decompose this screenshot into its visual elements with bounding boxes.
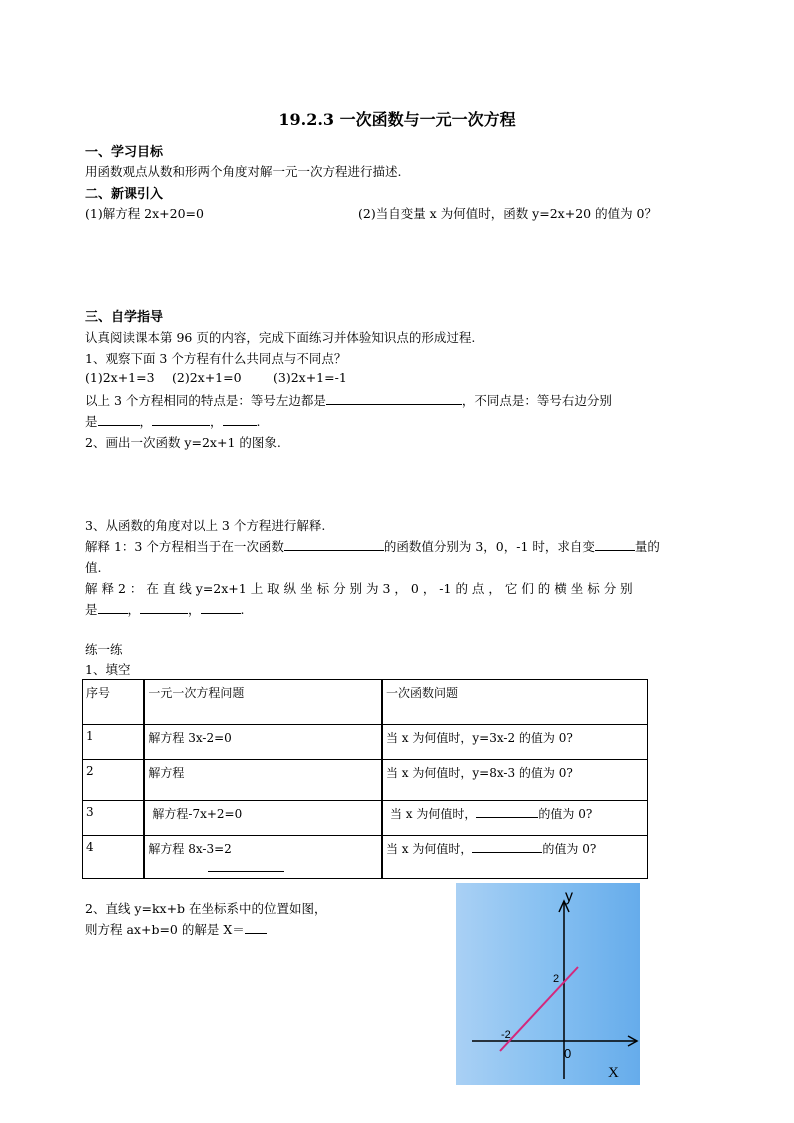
practice-heading: 练一练	[85, 642, 123, 657]
answer-blank-x-3[interactable]	[201, 601, 241, 614]
row-equation: 解方程 3x-2=0	[144, 725, 382, 760]
header-number: 序号	[83, 680, 145, 725]
row-function-text-a: 当 x 为何值时，	[389, 807, 477, 821]
separator: ，	[127, 602, 141, 617]
coordinate-plot	[456, 883, 640, 1085]
row-number: 3	[83, 801, 145, 836]
answer-blank-table-3[interactable]	[476, 805, 538, 818]
x-intercept-label: -2	[501, 1029, 511, 1041]
row-number: 4	[83, 836, 145, 879]
answer-blank-common[interactable]	[326, 392, 462, 405]
explanation-2: 解 释 2 ： 在 直 线 y=2x+1 上 取 纵 坐 标 分 别 为 3 ， 0 ， -1 的 点 ， 它 们 的 横 坐 标 分 别	[85, 581, 633, 596]
section-1-text: 用函数观点从数和形两个角度对解一元一次方程进行描述.	[85, 164, 402, 179]
explanation-2-cont	[85, 600, 245, 618]
practice-table	[82, 679, 648, 879]
row-equation: 解方程	[144, 760, 382, 801]
row-function-text-b: 的值为 0?	[542, 842, 597, 856]
origin-label: 0	[564, 1046, 572, 1061]
explanation-1	[85, 537, 660, 555]
explanation-1-text-a: 解释 1：3 个方程相当于在一次函数	[85, 539, 284, 554]
header-function: 一次函数问题	[382, 680, 648, 725]
table-row	[83, 836, 648, 879]
comparison-line-2	[85, 412, 261, 430]
section-3-heading: 三、自学指导	[85, 310, 164, 325]
row-function-text-a: 当 x 为何值时，	[385, 842, 473, 856]
question-2: (2)当自变量 x 为何值时，函数 y=2x+20 的值为 0？	[358, 206, 657, 221]
explanation-1-text-b: 的函数值分别为 3，0，-1 时，求自变	[383, 539, 595, 554]
explanation-1-text-c: 量的	[634, 539, 660, 554]
section-2-heading: 二、新课引入	[85, 187, 164, 202]
y-axis-label: y	[565, 888, 573, 905]
item-2-text: 2、画出一次函数 y=2x+1 的图象.	[85, 435, 281, 450]
table-header-row	[83, 680, 648, 725]
answer-blank-right-1[interactable]	[98, 413, 140, 426]
equation-2: (2)2x+1=0	[172, 370, 242, 385]
separator: ，	[139, 414, 153, 429]
period: .	[240, 602, 245, 617]
explanation-1-cont: 值.	[85, 560, 102, 575]
table-row	[83, 801, 648, 836]
header-equation: 一元一次方程问题	[144, 680, 382, 725]
y-intercept-label: 2	[553, 973, 560, 985]
row-equation	[144, 836, 382, 879]
comparison-text-c: 是	[85, 414, 98, 429]
item-3-text: 3、从函数的角度对以上 3 个方程进行解释.	[85, 518, 326, 533]
equation-3: (3)2x+1=-1	[273, 370, 347, 385]
function-line	[500, 967, 578, 1051]
equation-1: (1)2x+1=3	[85, 370, 155, 385]
answer-blank-x-1[interactable]	[98, 601, 128, 614]
comparison-text-a: 以上 3 个方程相同的特点是：等号左边都是	[85, 393, 326, 408]
row-function	[382, 801, 648, 836]
fill-in-label: 1、填空	[85, 662, 131, 677]
section-3-intro: 认真阅读课本第 96 页的内容，完成下面练习并体验知识点的形成过程.	[85, 330, 476, 345]
row-equation-text: 解方程-7x+2=0	[152, 807, 243, 821]
comparison-line-1	[85, 391, 612, 409]
separator: ，	[210, 414, 223, 429]
answer-blank-table-4[interactable]	[472, 840, 542, 853]
row-function: 当 x 为何值时，y=8x-3 的值为 0?	[382, 760, 648, 801]
separator: ，	[188, 602, 201, 617]
explanation-2-text-b: 是	[85, 602, 98, 617]
table-row	[83, 725, 648, 760]
question-line-1: 2、直线 y=kx+b 在坐标系中的位置如图，	[85, 901, 327, 916]
answer-blank-x-2[interactable]	[140, 601, 188, 614]
row-equation-text: 解方程 8x-3=2	[148, 842, 232, 856]
comparison-text-b: ，不同点是：等号右边分别	[461, 393, 612, 408]
answer-blank-right-2[interactable]	[152, 413, 210, 426]
answer-blank-solution[interactable]	[245, 921, 267, 934]
section-1-heading: 一、学习目标	[85, 145, 164, 160]
row-function-text-b: 的值为 0?	[538, 807, 593, 821]
answer-blank-table-4-eq[interactable]	[208, 859, 284, 872]
question-line-2-text: 则方程 ax+b=0 的解是 X＝	[85, 922, 245, 937]
page-title: 19.2.3 一次函数与一元一次方程	[278, 110, 516, 129]
item-1-text: 1、观察下面 3 个方程有什么共同点与不同点？	[85, 351, 347, 366]
answer-blank-right-3[interactable]	[223, 413, 257, 426]
answer-blank-function[interactable]	[284, 538, 384, 551]
coordinate-figure	[456, 883, 640, 1085]
row-equation	[144, 801, 382, 836]
row-function: 当 x 为何值时，y=3x-2 的值为 0?	[382, 725, 648, 760]
x-axis-label: X	[608, 1065, 619, 1081]
row-number: 1	[83, 725, 145, 760]
row-function	[382, 836, 648, 879]
row-number: 2	[83, 760, 145, 801]
question-line-2	[85, 920, 267, 938]
answer-blank-variable[interactable]	[595, 538, 635, 551]
table-row	[83, 760, 648, 801]
period: .	[256, 414, 261, 429]
question-1: (1)解方程 2x+20=0	[85, 206, 204, 221]
